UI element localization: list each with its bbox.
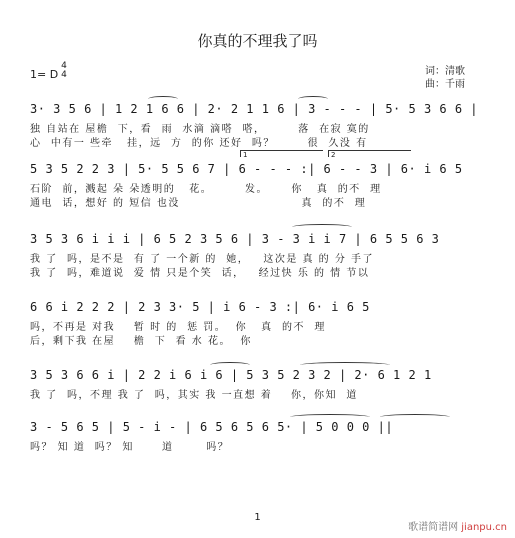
volta-bracket-2 [328,150,411,157]
song-title: 你真的不理我了吗 [197,32,318,50]
watermark-site-name: 歌谱简谱网 [408,522,459,533]
notes-line: 5 3 5 2 2 3 | 5· 5 5 6 7 | 6 - - - :| 6 - - 3 | 6· i 6 5 [30,162,463,176]
time-signature-bottom: 4 [61,70,67,80]
composer-credit: 曲：千雨 [425,79,465,90]
notes-line: 3· 3 5 6 | 1 2 1 6 6 | 2· 2 1 1 6 | 3 - - - | 5· 5 3 6 6 | [30,102,479,116]
site-watermark [408,518,507,533]
lyric-verse-1: 吗？ 知 道 吗？ 知 道 吗？ [30,442,230,453]
time-signature-top: 4 [61,61,67,71]
page-number: 1 [254,512,261,523]
key-signature: 1= D [30,68,59,81]
watermark-url: jianpu.cn [461,522,507,533]
notes-line: 6 6 i 2 2 2 | 2 3 3· 5 | i 6 - 3 :| 6· i 6 5 [30,300,370,314]
lyric-verse-1: 独 自站在 屋檐 下，看 雨 水滴 滴嗒 嗒， 落 在寂 寞的 [30,124,370,135]
lyric-verse-2: 我 了 吗，难道说 爱 情 只是个笑 话， 经过快 乐 的 情 节以 [30,268,370,279]
notes-line: 3 - 5 6 5 | 5 - i - | 6 5 6 5 6 5· | 5 0 0 0 || [30,420,394,434]
lyric-verse-1: 我 了 吗，不理 我 了 吗，其实 我 一直想 着 你，你知 道 [30,390,358,401]
lyric-verse-1: 我 了 吗，是不是 有 了 一个新 的 她， 这次是 真 的 分 手了 [30,254,375,265]
volta-number: 1 [243,151,248,159]
time-signature [60,62,68,80]
tie-mark [292,224,352,230]
notes-line: 3 5 3 6 6 i | 2 2 i 6 i 6 | 5 3 5 2 3 2 | 2· 6 1 2 1 [30,368,432,382]
score-row-3 [30,222,490,280]
volta-bracket-1 [240,150,323,157]
score-row-4 [30,290,490,348]
score-row-6 [30,410,490,468]
lyric-verse-1: 吗，不再是 对我 暂 时 的 惩 罚。 你 真 的不 理 [30,322,326,333]
lyric-verse-2: 通电 话，想好 的 短信 也没 真 的不 理 [30,198,367,209]
score-row-1 [30,92,490,150]
notes-line: 3 5 3 6 i i i | 6 5 2 3 5 6 | 3 - 3 i i 7 | 6 5 5 6 3 [30,232,440,246]
score-row-5 [30,358,490,416]
lyric-verse-1: 石阶 前，溅起 朵 朵透明的 花。 发。 你 真 的不 理 [30,184,382,195]
score-row-2 [30,152,490,210]
lyricist-credit: 词：清歌 [425,66,465,77]
lyric-verse-2: 后，剩下我 在屋 檐 下 看 水 花。 你 [30,336,252,347]
volta-number: 2 [331,151,336,159]
lyric-verse-2: 心 中有一 些牵 挂，远 方 的你 还好 吗？ 很 久没 有 [30,138,368,149]
